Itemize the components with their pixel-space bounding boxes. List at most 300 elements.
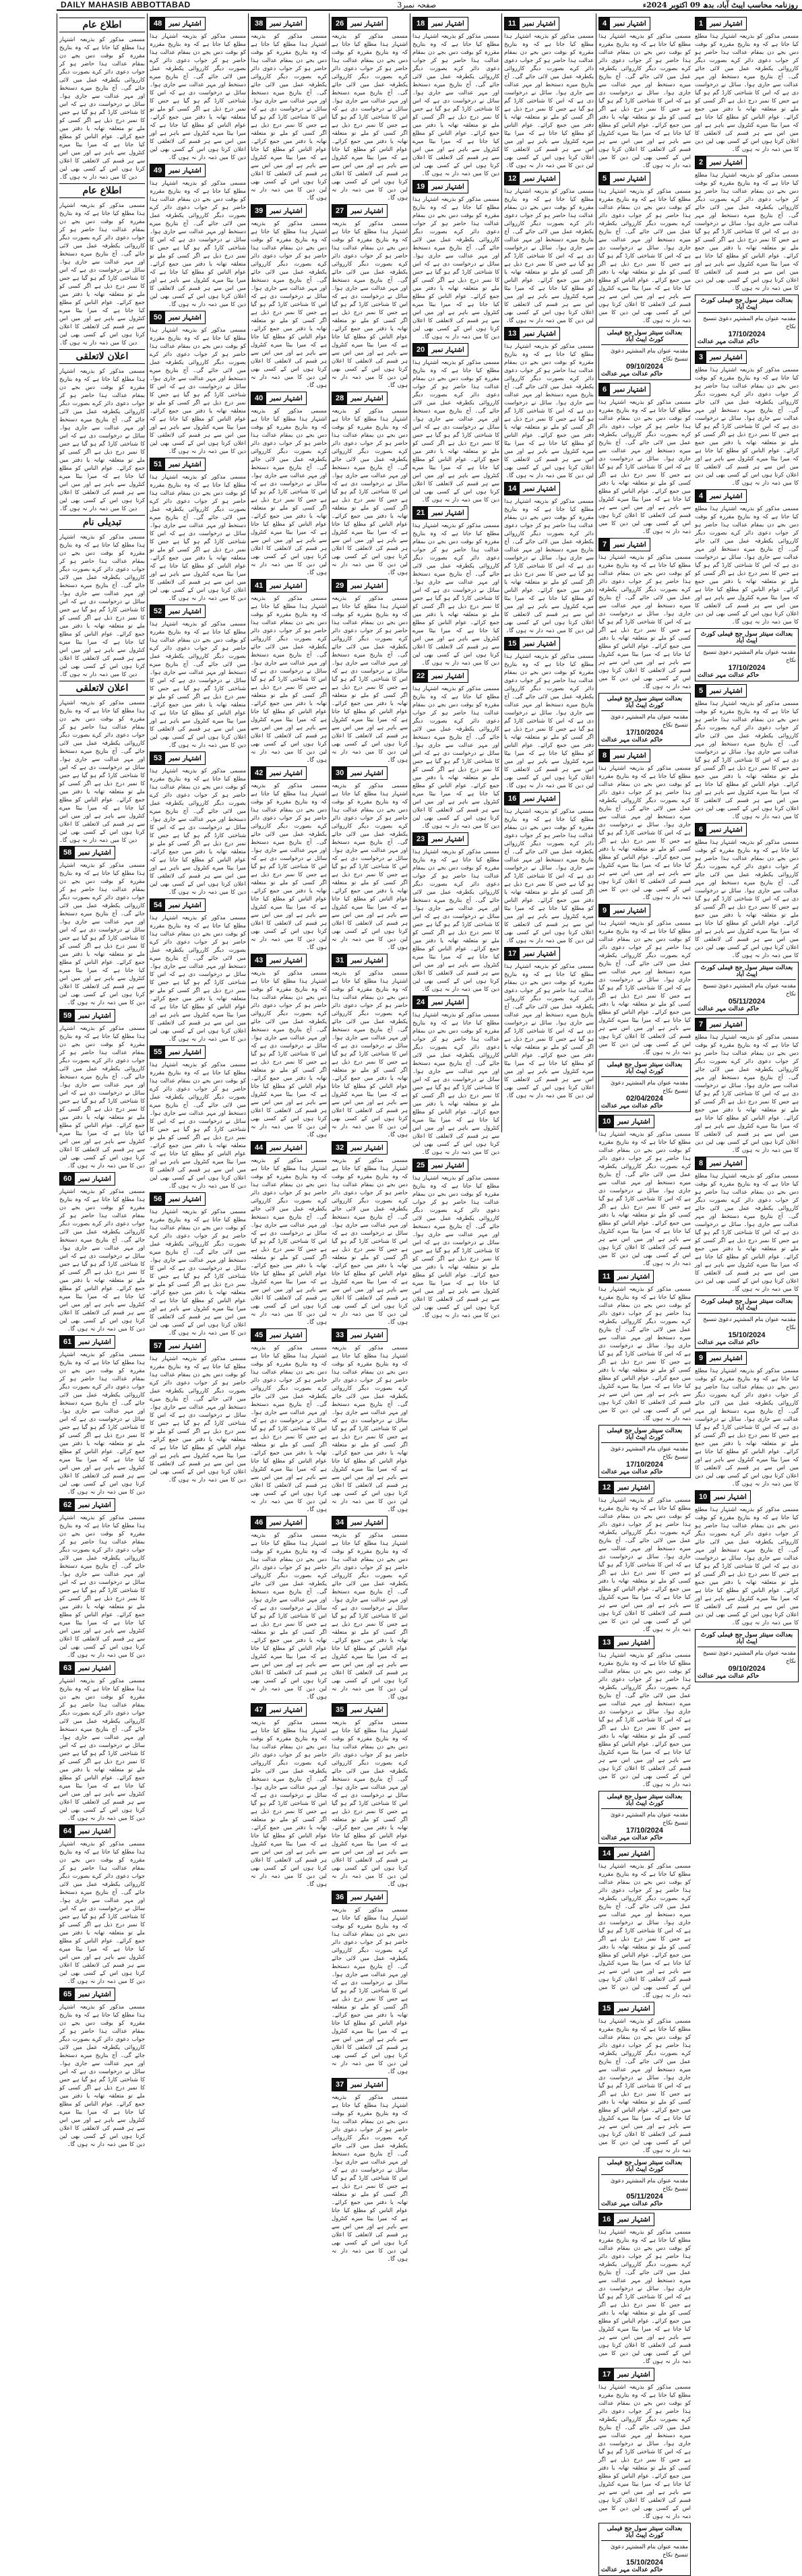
notice-number-tag bbox=[251, 204, 307, 218]
notice-label: اشتہار نمبر bbox=[610, 907, 650, 915]
notice-number-tag bbox=[598, 1481, 654, 1494]
notice-label: اشتہار نمبر bbox=[266, 957, 306, 964]
notice-25 bbox=[412, 1159, 499, 1319]
notice-35 bbox=[332, 1703, 408, 1888]
notice-65 bbox=[59, 1988, 145, 2148]
notice-label: اشتہار نمبر bbox=[610, 752, 650, 760]
notice-number: 14 bbox=[505, 483, 520, 495]
notice-number-tag bbox=[412, 669, 468, 683]
notice-4 bbox=[598, 17, 691, 169]
hearing-date: 15/10/2024 bbox=[625, 2558, 664, 2567]
notice-text: مسمی مذکور کو بذریعہ اشتہار ہذا مطلع کیا جاتا ہے کہ وہ بتاریخ مقررہ کو بوقت دس بجے دن بمقام عدالت ہذا حاضر ہو کر جواب دعوی دائر کرے بصورت دیگر کارروائی یکطرفہ عمل میں لائی جائے گی۔ آج بتاریخ میرے دستخط اور مہر عدالت سے جاری ہوا۔ سائل نے درخواست دی ہے کہ اس کا شناختی کارڈ گم ہو گیا ہے جس کا نمبر درج ذیل ہے اگر کسی کو ملے تو متعلقہ تھانہ یا دفتر میں جمع کرائے۔ عوام الناس کو مطلع کیا جاتا ہے کہ میرا بیٹا میرے کنٹرول سے باہر ہے اور میں اس سے ہر قسم کی لاتعلقی کا اعلان کرتا ہوں اس کے کسی بھی لین دین کا میں ذمہ دار نہ ہوں گا۔ bbox=[598, 553, 691, 689]
notice-number-tag bbox=[59, 1988, 115, 2001]
notice-number: 16 bbox=[505, 793, 520, 805]
notice-17 bbox=[504, 947, 594, 1099]
notice-label: اشتہار نمبر bbox=[165, 167, 205, 175]
notice-label: اشتہار نمبر bbox=[614, 2216, 654, 2224]
notice-text: مسمی مذکور کو بذریعہ اشتہار ہذا مطلع کیا جاتا ہے کہ وہ بتاریخ مقررہ کو بوقت دس بجے دن بمقام عدالت ہذا حاضر ہو کر جواب دعوی دائر کرے بصورت دیگر کارروائی یکطرفہ عمل میں لائی جائے گی۔ آج بتاریخ میرے دستخط اور مہر عدالت سے جاری ہوا۔ سائل نے درخواست دی ہے کہ اس کا شناختی کارڈ گم ہو گیا ہے جس کا نمبر درج ذیل ہے اگر کسی کو ملے تو متعلقہ تھانہ یا دفتر میں جمع کرائے۔ عوام الناس کو مطلع کیا جاتا ہے کہ میرا بیٹا میرے کنٹرول سے باہر ہے اور میں اس سے ہر قسم کی لاتعلقی کا اعلان کرتا ہوں اس کے کسی بھی لین دین کا میں ذمہ دار نہ ہوں گا۔ bbox=[695, 700, 799, 820]
notice-41 bbox=[251, 579, 327, 764]
notice-label: اشتہار نمبر bbox=[706, 20, 746, 28]
hearing-date: 15/10/2024 bbox=[728, 1331, 766, 1339]
notice-number-tag bbox=[504, 947, 560, 960]
court-title: بعدالت سینئر سول جج فیملی کورٹ ایبٹ آباد bbox=[698, 631, 796, 646]
notice-63 bbox=[59, 1661, 145, 1822]
notice-number-tag bbox=[504, 172, 560, 185]
notice-number: 32 bbox=[332, 1142, 347, 1154]
notice-number: 47 bbox=[251, 1704, 266, 1716]
notice-23 bbox=[412, 832, 499, 993]
notice-26 bbox=[332, 17, 408, 202]
notice-number: 44 bbox=[251, 1142, 266, 1154]
notice-number: 56 bbox=[150, 1193, 165, 1205]
notice-number: 53 bbox=[150, 752, 165, 764]
notice-36 bbox=[332, 1891, 408, 2075]
notice-57 bbox=[150, 1339, 246, 1483]
notice-46 bbox=[251, 1516, 327, 1700]
notice-31 bbox=[332, 954, 408, 1138]
notice-number-tag bbox=[412, 506, 468, 520]
notice-number-tag bbox=[150, 311, 206, 324]
notice-text: مسمی مذکور کو بذریعہ اشتہار ہذا مطلع کیا جاتا ہے کہ وہ بتاریخ مقررہ کو بوقت دس بجے دن بمقام عدالت ہذا حاضر ہو کر جواب دعوی دائر کرے بصورت دیگر کارروائی یکطرفہ عمل میں لائی جائے گی۔ آج بتاریخ میرے دستخط اور مہر عدالت سے جاری ہوا۔ سائل نے درخواست دی ہے کہ اس کا شناختی کارڈ گم ہو گیا ہے جس کا نمبر درج ذیل ہے اگر کسی کو ملے تو متعلقہ تھانہ یا دفتر میں جمع کرائے۔ عوام الناس کو مطلع کیا جاتا ہے کہ میرا بیٹا میرے کنٹرول سے باہر ہے اور میں اس سے ہر قسم کی لاتعلقی کا اعلان کرتا ہوں اس کے کسی بھی لین دین کا میں ذمہ دار نہ ہوں گا۔ bbox=[412, 848, 499, 992]
notice-number: 35 bbox=[332, 1704, 347, 1716]
notice-text: مسمی مذکور کو بذریعہ اشتہار ہذا مطلع کیا جاتا ہے کہ وہ بتاریخ مقررہ کو بوقت دس بجے دن بمقام عدالت ہذا حاضر ہو کر جواب دعوی دائر کرے بصورت دیگر کارروائی یکطرفہ عمل میں لائی جائے گی۔ آج بتاریخ میرے دستخط اور مہر عدالت سے جاری ہوا۔ سائل نے درخواست دی ہے کہ اس کا شناختی کارڈ گم ہو گیا ہے جس کا نمبر درج ذیل ہے اگر کسی کو ملے تو متعلقہ تھانہ یا دفتر میں جمع کرائے۔ عوام الناس کو مطلع کیا جاتا ہے کہ میرا بیٹا میرے کنٹرول سے باہر ہے اور میں اس سے ہر قسم کی لاتعلقی کا اعلان کرتا ہوں اس کے کسی بھی لین دین کا میں ذمہ دار نہ ہوں گا۔ bbox=[598, 2017, 691, 2153]
notice-text: مسمی مذکور کو بذریعہ اشتہار ہذا مطلع کیا جاتا ہے کہ وہ بتاریخ مقررہ کو بوقت دس بجے دن بمقام عدالت ہذا حاضر ہو کر جواب دعوی دائر کرے بصورت دیگر کارروائی یکطرفہ عمل میں لائی جائے گی۔ آج بتاریخ میرے دستخط اور مہر عدالت سے جاری ہوا۔ سائل نے درخواست دی ہے کہ اس کا شناختی کارڈ گم ہو گیا ہے جس کا نمبر درج ذیل ہے اگر کسی کو ملے تو متعلقہ تھانہ یا دفتر میں جمع کرائے۔ عوام الناس کو مطلع کیا جاتا ہے کہ میرا بیٹا میرے کنٹرول سے باہر ہے اور میں اس سے ہر قسم کی لاتعلقی کا اعلان کرتا ہوں اس کے کسی بھی لین دین کا میں ذمہ دار نہ ہوں گا۔ bbox=[332, 1157, 408, 1325]
notice-42 bbox=[251, 766, 327, 951]
notice-number: 19 bbox=[413, 181, 428, 193]
notice-text: مسمی مذکور کو بذریعہ اشتہار ہذا مطلع کیا جاتا ہے کہ وہ بتاریخ مقررہ کو بوقت دس بجے دن بمقام عدالت ہذا حاضر ہو کر جواب دعوی دائر کرے بصورت دیگر کارروائی یکطرفہ عمل میں لائی جائے گی۔ آج بتاریخ میرے دستخط اور مہر عدالت سے جاری ہوا۔ سائل نے درخواست دی ہے کہ اس کا شناختی کارڈ گم ہو گیا ہے جس کا نمبر درج ذیل ہے اگر کسی کو ملے تو متعلقہ تھانہ یا دفتر میں جمع کرائے۔ عوام الناس کو مطلع کیا جاتا ہے کہ میرا بیٹا میرے کنٹرول سے باہر ہے اور میں اس سے ہر قسم کی لاتعلقی کا اعلان کرتا ہوں اس کے کسی بھی لین دین کا میں ذمہ دار نہ ہوں گا۔ bbox=[251, 32, 327, 201]
notice-label: اشتہار نمبر bbox=[165, 20, 205, 28]
section-heading: اعلان لاتعلقی bbox=[59, 349, 145, 364]
notice-number: 38 bbox=[251, 18, 266, 30]
court-title: بعدالت سینئر سول جج فیملی کورٹ ایبٹ آباد bbox=[601, 2159, 688, 2175]
notice-52 bbox=[150, 605, 246, 749]
notice-number: 22 bbox=[413, 670, 428, 682]
notice-text: مسمی مذکور کو بذریعہ اشتہار ہذا مطلع کیا جاتا ہے کہ وہ بتاریخ مقررہ کو بوقت دس بجے دن بمقام عدالت ہذا حاضر ہو کر جواب دعوی دائر کرے بصورت دیگر کارروائی یکطرفہ عمل میں لائی جائے گی۔ آج بتاریخ میرے دستخط اور مہر عدالت سے جاری ہوا۔ سائل نے درخواست دی ہے کہ اس کا شناختی کارڈ گم ہو گیا ہے جس کا نمبر درج ذیل ہے اگر کسی کو ملے تو متعلقہ تھانہ یا دفتر میں جمع کرائے۔ عوام الناس کو مطلع کیا جاتا ہے کہ میرا بیٹا میرے کنٹرول سے باہر ہے اور میں اس سے ہر قسم کی لاتعلقی کا اعلان کرتا ہوں اس کے کسی بھی لین دین کا میں ذمہ دار نہ ہوں گا۔ bbox=[59, 202, 145, 346]
court-signature: حاکم عدالت مہر عدالت bbox=[601, 1835, 663, 1841]
notice-number-tag bbox=[59, 846, 115, 859]
notice-62 bbox=[59, 1498, 145, 1659]
notice-label: اشتہار نمبر bbox=[165, 902, 205, 909]
notice-number: 37 bbox=[332, 2079, 347, 2091]
notice-number: 5 bbox=[696, 685, 706, 697]
page-number: صفحہ نمبر3 bbox=[397, 0, 437, 9]
notice-number-tag bbox=[150, 164, 206, 177]
notice-number-tag bbox=[59, 1009, 115, 1022]
notice-number-tag bbox=[695, 684, 747, 698]
notice-text: مسمی مذکور کو بذریعہ اشتہار ہذا مطلع کیا جاتا ہے کہ وہ بتاریخ مقررہ کو بوقت دس بجے دن بمقام عدالت ہذا حاضر ہو کر جواب دعوی دائر کرے بصورت دیگر کارروائی یکطرفہ عمل میں لائی جائے گی۔ آج بتاریخ میرے دستخط اور مہر عدالت سے جاری ہوا۔ سائل نے درخواست دی ہے کہ اس کا شناختی کارڈ گم ہو گیا ہے جس کا نمبر درج ذیل ہے اگر کسی کو ملے تو متعلقہ تھانہ یا دفتر میں جمع کرائے۔ عوام الناس کو مطلع کیا جاتا ہے کہ میرا بیٹا میرے کنٹرول سے باہر ہے اور میں اس سے ہر قسم کی لاتعلقی کا اعلان کرتا ہوں اس کے کسی بھی لین دین کا میں ذمہ دار نہ ہوں گا۔ bbox=[695, 171, 799, 291]
notice-60 bbox=[59, 1172, 145, 1332]
notice-number: 8 bbox=[599, 749, 610, 762]
notice-number: 9 bbox=[599, 904, 610, 917]
notice-number: 15 bbox=[505, 638, 520, 650]
notice-text: مسمی مذکور کو بذریعہ اشتہار ہذا مطلع کیا جاتا ہے کہ وہ بتاریخ مقررہ کو بوقت دس بجے دن بمقام عدالت ہذا حاضر ہو کر جواب دعوی دائر کرے بصورت دیگر کارروائی یکطرفہ عمل میں لائی جائے گی۔ آج بتاریخ میرے دستخط اور مہر عدالت سے جاری ہوا۔ سائل نے درخواست دی ہے کہ اس کا شناختی کارڈ گم ہو گیا ہے جس کا نمبر درج ذیل ہے اگر کسی کو ملے تو متعلقہ تھانہ یا دفتر میں جمع کرائے۔ عوام الناس کو مطلع کیا جاتا ہے کہ میرا بیٹا میرے کنٹرول سے باہر ہے اور میں اس سے ہر قسم کی لاتعلقی کا اعلان کرتا ہوں اس کے کسی بھی لین دین کا میں ذمہ دار نہ ہوں گا۔ bbox=[251, 1157, 327, 1325]
notice-label: اشتہار نمبر bbox=[75, 1175, 115, 1183]
notice-number: 14 bbox=[599, 1847, 614, 1860]
court-title: بعدالت سینئر سول جج فیملی کورٹ ایبٹ آباد bbox=[698, 964, 796, 980]
hearing-date: 02/04/2024 bbox=[625, 1095, 664, 1103]
notice-number: 23 bbox=[413, 833, 428, 845]
case-line: مقدمہ عنوان بنام المشتہر دعویٰ تنسیخ نکاح bbox=[703, 982, 796, 997]
court-signature: حاکم عدالت مہر عدالت bbox=[698, 338, 760, 345]
notice-label: اشتہار نمبر bbox=[165, 461, 205, 468]
notice-text: مسمی مذکور کو بذریعہ اشتہار ہذا مطلع کیا جاتا ہے کہ وہ بتاریخ مقررہ کو بوقت دس بجے دن بمقام عدالت ہذا حاضر ہو کر جواب دعوی دائر کرے بصورت دیگر کارروائی یکطرفہ عمل میں لائی جائے گی۔ آج بتاریخ میرے دستخط اور مہر عدالت سے جاری ہوا۔ سائل نے درخواست دی ہے کہ اس کا شناختی کارڈ گم ہو گیا ہے جس کا نمبر درج ذیل ہے اگر کسی کو ملے تو متعلقہ تھانہ یا دفتر میں جمع کرائے۔ عوام الناس کو مطلع کیا جاتا ہے کہ میرا بیٹا میرے کنٹرول سے باہر ہے اور میں اس سے ہر قسم کی لاتعلقی کا اعلان کرتا ہوں اس کے کسی بھی لین دین کا میں ذمہ دار نہ ہوں گا۔ bbox=[504, 652, 594, 789]
notice-text: مسمی مذکور کو بذریعہ اشتہار ہذا مطلع کیا جاتا ہے کہ وہ بتاریخ مقررہ کو بوقت دس بجے دن بمقام عدالت ہذا حاضر ہو کر جواب دعوی دائر کرے بصورت دیگر کارروائی یکطرفہ عمل میں لائی جائے گی۔ آج بتاریخ میرے دستخط اور مہر عدالت سے جاری ہوا۔ سائل نے درخواست دی ہے کہ اس کا شناختی کارڈ گم ہو گیا ہے جس کا نمبر درج ذیل ہے اگر کسی کو ملے تو متعلقہ تھانہ یا دفتر میں جمع کرائے۔ عوام الناس کو مطلع کیا جاتا ہے کہ میرا بیٹا میرے کنٹرول سے باہر ہے اور میں اس سے ہر قسم کی لاتعلقی کا اعلان کرتا ہوں اس کے کسی بھی لین دین کا میں ذمہ دار نہ ہوں گا۔ bbox=[598, 1651, 691, 1787]
notice-text: مسمی مذکور کو بذریعہ اشتہار ہذا مطلع کیا جاتا ہے کہ وہ بتاریخ مقررہ کو بوقت دس بجے دن بمقام عدالت ہذا حاضر ہو کر جواب دعوی دائر کرے بصورت دیگر کارروائی یکطرفہ عمل میں لائی جائے گی۔ آج بتاریخ میرے دستخط اور مہر عدالت سے جاری ہوا۔ سائل نے درخواست دی ہے کہ اس کا شناختی کارڈ گم ہو گیا ہے جس کا نمبر درج ذیل ہے اگر کسی کو ملے تو متعلقہ تھانہ یا دفتر میں جمع کرائے۔ عوام الناس کو مطلع کیا جاتا ہے کہ میرا بیٹا میرے کنٹرول سے باہر ہے اور میں اس سے ہر قسم کی لاتعلقی کا اعلان کرتا ہوں اس کے کسی بھی لین دین کا میں ذمہ دار نہ ہوں گا۔ bbox=[251, 1344, 327, 1512]
notice-number-tag bbox=[412, 832, 468, 846]
notice-label: اشتہار نمبر bbox=[610, 541, 650, 549]
notice-text: مسمی مذکور کو بذریعہ اشتہار ہذا مطلع کیا جاتا ہے کہ وہ بتاریخ مقررہ کو بوقت دس بجے دن بمقام عدالت ہذا حاضر ہو کر جواب دعوی دائر کرے بصورت دیگر کارروائی یکطرفہ عمل میں لائی جائے گی۔ آج بتاریخ میرے دستخط اور مہر عدالت سے جاری ہوا۔ سائل نے درخواست دی ہے کہ اس کا شناختی کارڈ گم ہو گیا ہے جس کا نمبر درج ذیل ہے اگر کسی کو ملے تو متعلقہ تھانہ یا دفتر میں جمع کرائے۔ عوام الناس کو مطلع کیا جاتا ہے کہ میرا بیٹا میرے کنٹرول سے باہر ہے اور میں اس سے ہر قسم کی لاتعلقی کا اعلان کرتا ہوں اس کے کسی بھی لین دین کا میں ذمہ دار نہ ہوں گا۔ bbox=[504, 32, 594, 168]
notice-number-tag bbox=[150, 458, 206, 471]
notice-text: مسمی مذکور کو بذریعہ اشتہار ہذا مطلع کیا جاتا ہے کہ وہ بتاریخ مقررہ کو بوقت دس بجے دن بمقام عدالت ہذا حاضر ہو کر جواب دعوی دائر کرے بصورت دیگر کارروائی یکطرفہ عمل میں لائی جائے گی۔ آج بتاریخ میرے دستخط اور مہر عدالت سے جاری ہوا۔ سائل نے درخواست دی ہے کہ اس کا شناختی کارڈ گم ہو گیا ہے جس کا نمبر درج ذیل ہے اگر کسی کو ملے تو متعلقہ تھانہ یا دفتر میں جمع کرائے۔ عوام الناس کو مطلع کیا جاتا ہے کہ میرا بیٹا میرے کنٹرول سے باہر ہے اور میں اس سے ہر قسم کی لاتعلقی کا اعلان کرتا ہوں اس کے کسی بھی لین دین کا میں ذمہ دار نہ ہوں گا۔ bbox=[59, 1351, 145, 1495]
masthead bbox=[57, 0, 802, 11]
notice-number: 1 bbox=[696, 18, 706, 30]
case-line: مقدمہ عنوان بنام المشتہر دعویٰ تنسیخ نکاح bbox=[611, 1445, 688, 1460]
notice-number: 4 bbox=[696, 490, 706, 502]
hearing-date: 05/11/2024 bbox=[626, 2192, 663, 2201]
notice-number-tag bbox=[598, 1847, 654, 1860]
notice-label: اشتہار نمبر bbox=[165, 314, 205, 321]
notice-10 bbox=[598, 1115, 691, 1267]
notice-text: مسمی مذکور کو بذریعہ اشتہار ہذا مطلع کیا جاتا ہے کہ وہ بتاریخ مقررہ کو بوقت دس بجے دن بمقام عدالت ہذا حاضر ہو کر جواب دعوی دائر کرے بصورت دیگر کارروائی یکطرفہ عمل میں لائی جائے گی۔ آج بتاریخ میرے دستخط اور مہر عدالت سے جاری ہوا۔ سائل نے درخواست دی ہے کہ اس کا شناختی کارڈ گم ہو گیا ہے جس کا نمبر درج ذیل ہے اگر کسی کو ملے تو متعلقہ تھانہ یا دفتر میں جمع کرائے۔ عوام الناس کو مطلع کیا جاتا ہے کہ میرا بیٹا میرے کنٹرول سے باہر ہے اور میں اس سے ہر قسم کی لاتعلقی کا اعلان کرتا ہوں اس کے کسی بھی لین دین کا میں ذمہ دار نہ ہوں گا۔ bbox=[412, 359, 499, 503]
notice-33 bbox=[332, 1328, 408, 1513]
notice-text: مسمی مذکور کو بذریعہ اشتہار ہذا مطلع کیا جاتا ہے کہ وہ بتاریخ مقررہ کو بوقت دس بجے دن بمقام عدالت ہذا حاضر ہو کر جواب دعوی دائر کرے بصورت دیگر کارروائی یکطرفہ عمل میں لائی جائے گی۔ آج بتاریخ میرے دستخط اور مہر عدالت سے جاری ہوا۔ سائل نے درخواست دی ہے کہ اس کا شناختی کارڈ گم ہو گیا ہے جس کا نمبر درج ذیل ہے اگر کسی کو ملے تو متعلقہ تھانہ یا دفتر میں جمع کرائے۔ عوام الناس کو مطلع کیا جاتا ہے کہ میرا بیٹا میرے کنٹرول سے باہر ہے اور میں اس سے ہر قسم کی لاتعلقی کا اعلان کرتا ہوں اس کے کسی بھی لین دین کا میں ذمہ دار نہ ہوں گا۔ bbox=[695, 1033, 799, 1153]
notice-text: مسمی مذکور کو بذریعہ اشتہار ہذا مطلع کیا جاتا ہے کہ وہ بتاریخ مقررہ کو بوقت دس بجے دن بمقام عدالت ہذا حاضر ہو کر جواب دعوی دائر کرے بصورت دیگر کارروائی یکطرفہ عمل میں لائی جائے گی۔ آج بتاریخ میرے دستخط اور مہر عدالت سے جاری ہوا۔ سائل نے درخواست دی ہے کہ اس کا شناختی کارڈ گم ہو گیا ہے جس کا نمبر درج ذیل ہے اگر کسی کو ملے تو متعلقہ تھانہ یا دفتر میں جمع کرائے۔ عوام الناس کو مطلع کیا جاتا ہے کہ میرا بیٹا میرے کنٹرول سے باہر ہے اور میں اس سے ہر قسم کی لاتعلقی کا اعلان کرتا ہوں اس کے کسی بھی لین دین کا میں ذمہ دار نہ ہوں گا۔ bbox=[59, 861, 145, 1006]
notice-38 bbox=[251, 17, 327, 202]
notice-text: مسمی مذکور کو بذریعہ اشتہار ہذا مطلع کیا جاتا ہے کہ وہ بتاریخ مقررہ کو بوقت دس بجے دن بمقام عدالت ہذا حاضر ہو کر جواب دعوی دائر کرے بصورت دیگر کارروائی یکطرفہ عمل میں لائی جائے گی۔ آج بتاریخ میرے دستخط اور مہر عدالت سے جاری ہوا۔ سائل نے درخواست دی ہے کہ اس کا شناختی کارڈ گم ہو گیا ہے جس کا نمبر درج ذیل ہے اگر کسی کو ملے تو متعلقہ تھانہ یا دفتر میں جمع کرائے۔ عوام الناس کو مطلع کیا جاتا ہے کہ میرا بیٹا میرے کنٹرول سے باہر ہے اور میں اس سے ہر قسم کی لاتعلقی کا اعلان کرتا ہوں اس کے کسی بھی لین دین کا میں ذمہ دار نہ ہوں گا۔ bbox=[59, 699, 145, 843]
notice-label: اشتہار نمبر bbox=[614, 2371, 654, 2379]
court-signature: حاکم عدالت مہر عدالت bbox=[601, 371, 663, 377]
notice-label: اشتہار نمبر bbox=[614, 1118, 654, 1126]
notice-label: اشتہار نمبر bbox=[614, 1639, 654, 1647]
court-notice bbox=[695, 628, 799, 681]
notice-text: مسمی مذکور کو بذریعہ اشتہار ہذا مطلع کیا جاتا ہے کہ وہ بتاریخ مقررہ کو بوقت دس بجے دن بمقام عدالت ہذا حاضر ہو کر جواب دعوی دائر کرے بصورت دیگر کارروائی یکطرفہ عمل میں لائی جائے گی۔ آج بتاریخ میرے دستخط اور مہر عدالت سے جاری ہوا۔ سائل نے درخواست دی ہے کہ اس کا شناختی کارڈ گم ہو گیا ہے جس کا نمبر درج ذیل ہے اگر کسی کو ملے تو متعلقہ تھانہ یا دفتر میں جمع کرائے۔ عوام الناس کو مطلع کیا جاتا ہے کہ میرا بیٹا میرے کنٹرول سے باہر ہے اور میں اس سے ہر قسم کی لاتعلقی کا اعلان کرتا ہوں اس کے کسی بھی لین دین کا میں ذمہ دار نہ ہوں گا۔ bbox=[598, 398, 691, 534]
notice-text: مسمی مذکور کو بذریعہ اشتہار ہذا مطلع کیا جاتا ہے کہ وہ بتاریخ مقررہ کو بوقت دس بجے دن بمقام عدالت ہذا حاضر ہو کر جواب دعوی دائر کرے بصورت دیگر کارروائی یکطرفہ عمل میں لائی جائے گی۔ آج بتاریخ میرے دستخط اور مہر عدالت سے جاری ہوا۔ سائل نے درخواست دی ہے کہ اس کا شناختی کارڈ گم ہو گیا ہے جس کا نمبر درج ذیل ہے اگر کسی کو ملے تو متعلقہ تھانہ یا دفتر میں جمع کرائے۔ عوام الناس کو مطلع کیا جاتا ہے کہ میرا بیٹا میرے کنٹرول سے باہر ہے اور میں اس سے ہر قسم کی لاتعلقی کا اعلان کرتا ہوں اس کے کسی بھی لین دین کا میں ذمہ دار نہ ہوں گا۔ bbox=[150, 179, 246, 307]
hearing-date: 09/10/2024 bbox=[625, 363, 664, 371]
notice-text: مسمی مذکور کو بذریعہ اشتہار ہذا مطلع کیا جاتا ہے کہ وہ بتاریخ مقررہ کو بوقت دس بجے دن بمقام عدالت ہذا حاضر ہو کر جواب دعوی دائر کرے بصورت دیگر کارروائی یکطرفہ عمل میں لائی جائے گی۔ آج بتاریخ میرے دستخط اور مہر عدالت سے جاری ہوا۔ سائل نے درخواست دی ہے کہ اس کا شناختی کارڈ گم ہو گیا ہے جس کا نمبر درج ذیل ہے اگر کسی کو ملے تو متعلقہ تھانہ یا دفتر میں جمع کرائے۔ عوام الناس کو مطلع کیا جاتا ہے کہ میرا بیٹا میرے کنٹرول سے باہر ہے اور میں اس سے ہر قسم کی لاتعلقی کا اعلان کرتا ہوں اس کے کسی بھی لین دین کا میں ذمہ دار نہ ہوں گا۔ bbox=[504, 342, 594, 479]
notice-number: 8 bbox=[696, 1157, 706, 1169]
notice-label: اشتہار نمبر bbox=[165, 755, 205, 762]
notice-number-tag bbox=[150, 1045, 206, 1059]
notice-text: مسمی مذکور کو بذریعہ اشتہار ہذا مطلع کیا جاتا ہے کہ وہ بتاریخ مقررہ کو بوقت دس بجے دن بمقام عدالت ہذا حاضر ہو کر جواب دعوی دائر کرے بصورت دیگر کارروائی یکطرفہ عمل میں لائی جائے گی۔ آج بتاریخ میرے دستخط اور مہر عدالت سے جاری ہوا۔ سائل نے درخواست دی ہے کہ اس کا شناختی کارڈ گم ہو گیا ہے جس کا نمبر درج ذیل ہے اگر کسی کو ملے تو متعلقہ تھانہ یا دفتر میں جمع کرائے۔ عوام الناس کو مطلع کیا جاتا ہے کہ میرا بیٹا میرے کنٹرول سے باہر ہے اور میں اس سے ہر قسم کی لاتعلقی کا اعلان کرتا ہوں اس کے کسی بھی لین دین کا میں ذمہ دار نہ ہوں گا۔ bbox=[412, 195, 499, 340]
notice-text: مسمی مذکور کو بذریعہ اشتہار ہذا مطلع کیا جاتا ہے کہ وہ بتاریخ مقررہ کو بوقت دس بجے دن بمقام عدالت ہذا حاضر ہو کر جواب دعوی دائر کرے بصورت دیگر کارروائی یکطرفہ عمل میں لائی جائے گی۔ آج بتاریخ میرے دستخط اور مہر عدالت سے جاری ہوا۔ سائل نے درخواست دی ہے کہ اس کا شناختی کارڈ گم ہو گیا ہے جس کا نمبر درج ذیل ہے اگر کسی کو ملے تو متعلقہ تھانہ یا دفتر میں جمع کرائے۔ عوام الناس کو مطلع کیا جاتا ہے کہ میرا بیٹا میرے کنٹرول سے باہر ہے اور میں اس سے ہر قسم کی لاتعلقی کا اعلان کرتا ہوں اس کے کسی بھی لین دین کا میں ذمہ دار نہ ہوں گا۔ bbox=[59, 36, 145, 180]
notice-text: مسمی مذکور کو بذریعہ اشتہار ہذا مطلع کیا جاتا ہے کہ وہ بتاریخ مقررہ کو بوقت دس بجے دن بمقام عدالت ہذا حاضر ہو کر جواب دعوی دائر کرے بصورت دیگر کارروائی یکطرفہ عمل میں لائی جائے گی۔ آج بتاریخ میرے دستخط اور مہر عدالت سے جاری ہوا۔ سائل نے درخواست دی ہے کہ اس کا شناختی کارڈ گم ہو گیا ہے جس کا نمبر درج ذیل ہے اگر کسی کو ملے تو متعلقہ تھانہ یا دفتر میں جمع کرائے۔ عوام الناس کو مطلع کیا جاتا ہے کہ میرا بیٹا میرے کنٹرول سے باہر ہے اور میں اس سے ہر قسم کی لاتعلقی کا اعلان کرتا ہوں اس کے کسی بھی لین دین کا میں ذمہ دار نہ ہوں گا۔ bbox=[150, 473, 246, 601]
notice-text: مسمی مذکور کو بذریعہ اشتہار ہذا مطلع کیا جاتا ہے کہ وہ بتاریخ مقررہ کو بوقت دس بجے دن بمقام عدالت ہذا حاضر ہو کر جواب دعوی دائر کرے بصورت دیگر کارروائی یکطرفہ عمل میں لائی جائے گی۔ آج بتاریخ میرے دستخط اور مہر عدالت سے جاری ہوا۔ سائل نے درخواست دی ہے کہ اس کا شناختی کارڈ گم ہو گیا ہے جس کا نمبر درج ذیل ہے اگر کسی کو ملے تو متعلقہ تھانہ یا دفتر میں جمع کرائے۔ عوام الناس کو مطلع کیا جاتا ہے کہ میرا بیٹا میرے کنٹرول سے باہر ہے اور میں اس سے ہر قسم کی لاتعلقی کا اعلان کرتا ہوں اس کے کسی بھی لین دین کا میں ذمہ دار نہ ہوں گا۔ bbox=[412, 32, 499, 177]
notice-number-tag bbox=[251, 579, 307, 592]
notice-label: اشتہار نمبر bbox=[266, 582, 306, 590]
section-heading: تبدیلی نام bbox=[59, 515, 145, 530]
notice-number: 54 bbox=[150, 899, 165, 911]
notice-number-tag bbox=[59, 1824, 115, 1838]
notice-label: اشتہار نمبر bbox=[347, 1332, 387, 1339]
notice-number-tag bbox=[150, 605, 206, 618]
notice-number-tag bbox=[695, 1018, 747, 1031]
court-signature: حاکم عدالت مہر عدالت bbox=[601, 2201, 663, 2207]
court-signature: حاکم عدالت مہر عدالت bbox=[698, 1006, 760, 1012]
notice-59 bbox=[59, 1009, 145, 1169]
notice-number-tag bbox=[695, 350, 747, 364]
column-1 bbox=[693, 13, 801, 1680]
case-line: مقدمہ عنوان بنام المشتہر دعویٰ تنسیخ نکاح bbox=[703, 1316, 796, 1330]
notice-number: 12 bbox=[599, 1481, 614, 1494]
column-2 bbox=[596, 13, 693, 2573]
notice-number-tag bbox=[598, 2213, 654, 2226]
notice-number-tag bbox=[150, 752, 206, 765]
notice-number-tag bbox=[504, 17, 559, 30]
notice-9 bbox=[695, 1351, 799, 1488]
newspaper-name: DAILY MAHASIB ABBOTTABAD bbox=[61, 0, 191, 9]
notice-text: مسمی مذکور کو بذریعہ اشتہار ہذا مطلع کیا جاتا ہے کہ وہ بتاریخ مقررہ کو بوقت دس بجے دن بمقام عدالت ہذا حاضر ہو کر جواب دعوی دائر کرے بصورت دیگر کارروائی یکطرفہ عمل میں لائی جائے گی۔ آج بتاریخ میرے دستخط اور مہر عدالت سے جاری ہوا۔ سائل نے درخواست دی ہے کہ اس کا شناختی کارڈ گم ہو گیا ہے جس کا نمبر درج ذیل ہے اگر کسی کو ملے تو متعلقہ تھانہ یا دفتر میں جمع کرائے۔ عوام الناس کو مطلع کیا جاتا ہے کہ میرا بیٹا میرے کنٹرول سے باہر ہے اور میں اس سے ہر قسم کی لاتعلقی کا اعلان کرتا ہوں اس کے کسی بھی لین دین کا میں ذمہ دار نہ ہوں گا۔ bbox=[598, 1130, 691, 1266]
notice-number: 17 bbox=[599, 2368, 614, 2381]
case-line: مقدمہ عنوان بنام المشتہر دعویٰ تنسیخ نکاح bbox=[703, 648, 796, 663]
notice-label: اشتہار نمبر bbox=[706, 1355, 746, 1362]
notice-number-tag bbox=[598, 2002, 654, 2015]
notice-number-tag bbox=[695, 17, 747, 30]
notice-number-tag bbox=[251, 392, 307, 405]
notice-5 bbox=[598, 172, 691, 324]
notice-text: مسمی مذکور کو بذریعہ اشتہار ہذا مطلع کیا جاتا ہے کہ وہ بتاریخ مقررہ کو بوقت دس بجے دن بمقام عدالت ہذا حاضر ہو کر جواب دعوی دائر کرے بصورت دیگر کارروائی یکطرفہ عمل میں لائی جائے گی۔ آج بتاریخ میرے دستخط اور مہر عدالت سے جاری ہوا۔ سائل نے درخواست دی ہے کہ اس کا شناختی کارڈ گم ہو گیا ہے جس کا نمبر درج ذیل ہے اگر کسی کو ملے تو متعلقہ تھانہ یا دفتر میں جمع کرائے۔ عوام الناس کو مطلع کیا جاتا ہے کہ میرا بیٹا میرے کنٹرول سے باہر ہے اور میں اس سے ہر قسم کی لاتعلقی کا اعلان کرتا ہوں اس کے کسی بھی لین دین کا میں ذمہ دار نہ ہوں گا۔ bbox=[695, 838, 799, 958]
notice-number: 28 bbox=[332, 392, 347, 404]
notice-number: 10 bbox=[599, 1115, 614, 1128]
notice-number: 61 bbox=[60, 1336, 75, 1348]
notice-label: اشتہار نمبر bbox=[614, 1850, 654, 1858]
notice-number-tag bbox=[332, 1141, 388, 1155]
notice-label: اشتہار نمبر bbox=[75, 1339, 115, 1346]
notice-number: 64 bbox=[60, 1825, 75, 1837]
court-notice bbox=[598, 1791, 691, 1844]
notice-label: اشتہار نمبر bbox=[706, 826, 746, 834]
notice-number-tag bbox=[332, 392, 388, 405]
notice-16 bbox=[504, 792, 594, 944]
notice-label: اشتہار نمبر bbox=[75, 1991, 115, 1998]
notice-text: مسمی مذکور کو بذریعہ اشتہار ہذا مطلع کیا جاتا ہے کہ وہ بتاریخ مقررہ کو بوقت دس بجے دن بمقام عدالت ہذا حاضر ہو کر جواب دعوی دائر کرے بصورت دیگر کارروائی یکطرفہ عمل میں لائی جائے گی۔ آج بتاریخ میرے دستخط اور مہر عدالت سے جاری ہوا۔ سائل نے درخواست دی ہے کہ اس کا شناختی کارڈ گم ہو گیا ہے جس کا نمبر درج ذیل ہے اگر کسی کو ملے تو متعلقہ تھانہ یا دفتر میں جمع کرائے۔ عوام الناس کو مطلع کیا جاتا ہے کہ میرا بیٹا میرے کنٹرول سے باہر ہے اور میں اس سے ہر قسم کی لاتعلقی کا اعلان کرتا ہوں اس کے کسی بھی لین دین کا میں ذمہ دار نہ ہوں گا۔ bbox=[150, 32, 246, 160]
notice-text: مسمی مذکور کو بذریعہ اشتہار ہذا مطلع کیا جاتا ہے کہ وہ بتاریخ مقررہ کو بوقت دس بجے دن بمقام عدالت ہذا حاضر ہو کر جواب دعوی دائر کرے بصورت دیگر کارروائی یکطرفہ عمل میں لائی جائے گی۔ آج بتاریخ میرے دستخط اور مہر عدالت سے جاری ہوا۔ سائل نے درخواست دی ہے کہ اس کا شناختی کارڈ گم ہو گیا ہے جس کا نمبر درج ذیل ہے اگر کسی کو ملے تو متعلقہ تھانہ یا دفتر میں جمع کرائے۔ عوام الناس کو مطلع کیا جاتا ہے کہ میرا بیٹا میرے کنٹرول سے باہر ہے اور میں اس سے ہر قسم کی لاتعلقی کا اعلان کرتا ہوں اس کے کسی بھی لین دین کا میں ذمہ دار نہ ہوں گا۔ bbox=[504, 187, 594, 324]
notice-text: مسمی مذکور کو بذریعہ اشتہار ہذا مطلع کیا جاتا ہے کہ وہ بتاریخ مقررہ کو بوقت دس بجے دن بمقام عدالت ہذا حاضر ہو کر جواب دعوی دائر کرے بصورت دیگر کارروائی یکطرفہ عمل میں لائی جائے گی۔ آج بتاریخ میرے دستخط اور مہر عدالت سے جاری ہوا۔ سائل نے درخواست دی ہے کہ اس کا شناختی کارڈ گم ہو گیا ہے جس کا نمبر درج ذیل ہے اگر کسی کو ملے تو متعلقہ تھانہ یا دفتر میں جمع کرائے۔ عوام الناس کو مطلع کیا جاتا ہے کہ میرا بیٹا میرے کنٹرول سے باہر ہے اور میں اس سے ہر قسم کی لاتعلقی کا اعلان کرتا ہوں اس کے کسی بھی لین دین کا میں ذمہ دار نہ ہوں گا۔ bbox=[412, 522, 499, 666]
notice-58 bbox=[59, 846, 145, 1006]
notice-number: 9 bbox=[696, 1352, 706, 1364]
notice-number-tag bbox=[150, 1339, 206, 1353]
notice-text: مسمی مذکور کو بذریعہ اشتہار ہذا مطلع کیا جاتا ہے کہ وہ بتاریخ مقررہ کو بوقت دس بجے دن بمقام عدالت ہذا حاضر ہو کر جواب دعوی دائر کرے بصورت دیگر کارروائی یکطرفہ عمل میں لائی جائے گی۔ آج بتاریخ میرے دستخط اور مہر عدالت سے جاری ہوا۔ سائل نے درخواست دی ہے کہ اس کا شناختی کارڈ گم ہو گیا ہے جس کا نمبر درج ذیل ہے اگر کسی کو ملے تو متعلقہ تھانہ یا دفتر میں جمع کرائے۔ عوام الناس کو مطلع کیا جاتا ہے کہ میرا بیٹا میرے کنٹرول سے باہر ہے اور میں اس سے ہر قسم کی لاتعلقی کا اعلان کرتا ہوں اس کے کسی بھی لین دین کا میں ذمہ دار نہ ہوں گا۔ bbox=[598, 919, 691, 1055]
notice-1 bbox=[695, 17, 799, 153]
notice-number: 57 bbox=[150, 1340, 165, 1352]
notice-label: اشتہار نمبر bbox=[520, 330, 559, 338]
notice-61 bbox=[59, 1335, 145, 1496]
notice-text: مسمی مذکور کو بذریعہ اشتہار ہذا مطلع کیا جاتا ہے کہ وہ بتاریخ مقررہ کو بوقت دس بجے دن بمقام عدالت ہذا حاضر ہو کر جواب دعوی دائر کرے بصورت دیگر کارروائی یکطرفہ عمل میں لائی جائے گی۔ آج بتاریخ میرے دستخط اور مہر عدالت سے جاری ہوا۔ سائل نے درخواست دی ہے کہ اس کا شناختی کارڈ گم ہو گیا ہے جس کا نمبر درج ذیل ہے اگر کسی کو ملے تو متعلقہ تھانہ یا دفتر میں جمع کرائے۔ عوام الناس کو مطلع کیا جاتا ہے کہ میرا بیٹا میرے کنٹرول سے باہر ہے اور میں اس سے ہر قسم کی لاتعلقی کا اعلان کرتا ہوں اس کے کسی بھی لین دین کا میں ذمہ دار نہ ہوں گا۔ bbox=[332, 1906, 408, 2075]
notice-39 bbox=[251, 204, 327, 389]
notice-number: 13 bbox=[599, 1636, 614, 1649]
case-line: مقدمہ عنوان بنام المشتہر دعویٰ تنسیخ نکاح bbox=[611, 2177, 688, 2192]
notice-3 bbox=[695, 350, 799, 487]
notice-text: مسمی مذکور کو بذریعہ اشتہار ہذا مطلع کیا جاتا ہے کہ وہ بتاریخ مقررہ کو بوقت دس بجے دن بمقام عدالت ہذا حاضر ہو کر جواب دعوی دائر کرے بصورت دیگر کارروائی یکطرفہ عمل میں لائی جائے گی۔ آج بتاریخ میرے دستخط اور مہر عدالت سے جاری ہوا۔ سائل نے درخواست دی ہے کہ اس کا شناختی کارڈ گم ہو گیا ہے جس کا نمبر درج ذیل ہے اگر کسی کو ملے تو متعلقہ تھانہ یا دفتر میں جمع کرائے۔ عوام الناس کو مطلع کیا جاتا ہے کہ میرا بیٹا میرے کنٹرول سے باہر ہے اور میں اس سے ہر قسم کی لاتعلقی کا اعلان کرتا ہوں اس کے کسی بھی لین دین کا میں ذمہ دار نہ ہوں گا۔ bbox=[150, 914, 246, 1042]
notice-number: 17 bbox=[505, 948, 520, 960]
notice-text: مسمی مذکور کو بذریعہ اشتہار ہذا مطلع کیا جاتا ہے کہ وہ بتاریخ مقررہ کو بوقت دس بجے دن بمقام عدالت ہذا حاضر ہو کر جواب دعوی دائر کرے بصورت دیگر کارروائی یکطرفہ عمل میں لائی جائے گی۔ آج بتاریخ میرے دستخط اور مہر عدالت سے جاری ہوا۔ سائل نے درخواست دی ہے کہ اس کا شناختی کارڈ گم ہو گیا ہے جس کا نمبر درج ذیل ہے اگر کسی کو ملے تو متعلقہ تھانہ یا دفتر میں جمع کرائے۔ عوام الناس کو مطلع کیا جاتا ہے کہ میرا بیٹا میرے کنٹرول سے باہر ہے اور میں اس سے ہر قسم کی لاتعلقی کا اعلان کرتا ہوں اس کے کسی بھی لین دین کا میں ذمہ دار نہ ہوں گا۔ bbox=[251, 782, 327, 950]
notice-text: مسمی مذکور کو بذریعہ اشتہار ہذا مطلع کیا جاتا ہے کہ وہ بتاریخ مقررہ کو بوقت دس بجے دن بمقام عدالت ہذا حاضر ہو کر جواب دعوی دائر کرے بصورت دیگر کارروائی یکطرفہ عمل میں لائی جائے گی۔ آج بتاریخ میرے دستخط اور مہر عدالت سے جاری ہوا۔ سائل نے درخواست دی ہے کہ اس کا شناختی کارڈ گم ہو گیا ہے جس کا نمبر درج ذیل ہے اگر کسی کو ملے تو متعلقہ تھانہ یا دفتر میں جمع کرائے۔ عوام الناس کو مطلع کیا جاتا ہے کہ میرا بیٹا میرے کنٹرول سے باہر ہے اور میں اس سے ہر قسم کی لاتعلقی کا اعلان کرتا ہوں اس کے کسی بھی لین دین کا میں ذمہ دار نہ ہوں گا۔ bbox=[59, 1514, 145, 1658]
notice-number-tag bbox=[598, 1636, 654, 1649]
section-heading: اطلاع عام bbox=[59, 18, 145, 32]
notice-label: اشتہار نمبر bbox=[428, 346, 468, 354]
notice-8 bbox=[598, 749, 691, 901]
hearing-date: 17/10/2024 bbox=[625, 1461, 664, 1469]
notice-number: 49 bbox=[150, 164, 165, 177]
notice-text: مسمی مذکور کو بذریعہ اشتہار ہذا مطلع کیا جاتا ہے کہ وہ بتاریخ مقررہ کو بوقت دس بجے دن بمقام عدالت ہذا حاضر ہو کر جواب دعوی دائر کرے بصورت دیگر کارروائی یکطرفہ عمل میں لائی جائے گی۔ آج بتاریخ میرے دستخط اور مہر عدالت سے جاری ہوا۔ سائل نے درخواست دی ہے کہ اس کا شناختی کارڈ گم ہو گیا ہے جس کا نمبر درج ذیل ہے اگر کسی کو ملے تو متعلقہ تھانہ یا دفتر میں جمع کرائے۔ عوام الناس کو مطلع کیا جاتا ہے کہ میرا بیٹا میرے کنٹرول سے باہر ہے اور میں اس سے ہر قسم کی لاتعلقی کا اعلان کرتا ہوں اس کے کسی بھی لین دین کا میں ذمہ دار نہ ہوں گا۔ bbox=[150, 1061, 246, 1189]
court-signature: حاکم عدالت مہر عدالت bbox=[601, 1103, 663, 1109]
notice-text: مسمی مذکور کو بذریعہ اشتہار ہذا مطلع کیا جاتا ہے کہ وہ بتاریخ مقررہ کو بوقت دس بجے دن بمقام عدالت ہذا حاضر ہو کر جواب دعوی دائر کرے بصورت دیگر کارروائی یکطرفہ عمل میں لائی جائے گی۔ آج بتاریخ میرے دستخط اور مہر عدالت سے جاری ہوا۔ سائل نے درخواست دی ہے کہ اس کا شناختی کارڈ گم ہو گیا ہے جس کا نمبر درج ذیل ہے اگر کسی کو ملے تو متعلقہ تھانہ یا دفتر میں جمع کرائے۔ عوام الناس کو مطلع کیا جاتا ہے کہ میرا بیٹا میرے کنٹرول سے باہر ہے اور میں اس سے ہر قسم کی لاتعلقی کا اعلان کرتا ہوں اس کے کسی بھی لین دین کا میں ذمہ دار نہ ہوں گا۔ bbox=[412, 685, 499, 829]
notice-number: 13 bbox=[505, 328, 520, 340]
column-4 bbox=[410, 13, 501, 1318]
notice-number: 50 bbox=[150, 311, 165, 324]
notice-number: 42 bbox=[251, 767, 266, 779]
notice-55 bbox=[150, 1045, 246, 1190]
notice-19 bbox=[412, 180, 499, 340]
notice-number-tag bbox=[598, 383, 650, 396]
court-notice bbox=[598, 2523, 691, 2576]
court-notice bbox=[695, 295, 799, 348]
notice-number: 27 bbox=[332, 205, 347, 217]
notice-label: اشتہار نمبر bbox=[75, 1828, 115, 1835]
notice-number-tag bbox=[504, 482, 560, 495]
notice-number-tag bbox=[251, 1328, 307, 1342]
notice-number: 18 bbox=[413, 18, 428, 30]
notice-number: 58 bbox=[60, 847, 75, 859]
notice-text: مسمی مذکور کو بذریعہ اشتہار ہذا مطلع کیا جاتا ہے کہ وہ بتاریخ مقررہ کو بوقت دس بجے دن بمقام عدالت ہذا حاضر ہو کر جواب دعوی دائر کرے بصورت دیگر کارروائی یکطرفہ عمل میں لائی جائے گی۔ آج بتاریخ میرے دستخط اور مہر عدالت سے جاری ہوا۔ سائل نے درخواست دی ہے کہ اس کا شناختی کارڈ گم ہو گیا ہے جس کا نمبر درج ذیل ہے اگر کسی کو ملے تو متعلقہ تھانہ یا دفتر میں جمع کرائے۔ عوام الناس کو مطلع کیا جاتا ہے کہ میرا بیٹا میرے کنٹرول سے باہر ہے اور میں اس سے ہر قسم کی لاتعلقی کا اعلان کرتا ہوں اس کے کسی بھی لین دین کا میں ذمہ دار نہ ہوں گا۔ bbox=[251, 407, 327, 576]
notice-11 bbox=[598, 1270, 691, 1422]
court-notice bbox=[598, 327, 691, 380]
notice-number-tag bbox=[332, 204, 388, 218]
notice-number-tag bbox=[598, 1270, 654, 1283]
notice-label: اشتہار نمبر bbox=[266, 395, 306, 402]
court-signature: حاکم عدالت مہر عدالت bbox=[698, 672, 760, 679]
hearing-date: 09/10/2024 bbox=[728, 1665, 766, 1673]
notice-8 bbox=[695, 1157, 799, 1293]
court-notice bbox=[598, 693, 691, 746]
notice-text: مسمی مذکور کو بذریعہ اشتہار ہذا مطلع کیا جاتا ہے کہ وہ بتاریخ مقررہ کو بوقت دس بجے دن بمقام عدالت ہذا حاضر ہو کر جواب دعوی دائر کرے بصورت دیگر کارروائی یکطرفہ عمل میں لائی جائے گی۔ آج بتاریخ میرے دستخط اور مہر عدالت سے جاری ہوا۔ سائل نے درخواست دی ہے کہ اس کا شناختی کارڈ گم ہو گیا ہے جس کا نمبر درج ذیل ہے اگر کسی کو ملے تو متعلقہ تھانہ یا دفتر میں جمع کرائے۔ عوام الناس کو مطلع کیا جاتا ہے کہ میرا بیٹا میرے کنٹرول سے باہر ہے اور میں اس سے ہر قسم کی لاتعلقی کا اعلان کرتا ہوں اس کے کسی بھی لین دین کا میں ذمہ دار نہ ہوں گا۔ bbox=[251, 1719, 327, 1887]
notice-label: اشتہار نمبر bbox=[706, 1021, 746, 1029]
notice-40 bbox=[251, 392, 327, 576]
court-notice bbox=[695, 1629, 799, 1682]
court-title: بعدالت سینئر سول جج فیملی کورٹ ایبٹ آباد bbox=[601, 1793, 688, 1809]
notice-7 bbox=[598, 538, 691, 690]
notice-13 bbox=[504, 327, 594, 479]
court-notice bbox=[598, 2157, 691, 2210]
column-7 bbox=[147, 13, 248, 1483]
notice-9 bbox=[598, 904, 691, 1056]
notice-6 bbox=[695, 823, 799, 959]
notice-text: مسمی مذکور کو بذریعہ اشتہار ہذا مطلع کیا جاتا ہے کہ وہ بتاریخ مقررہ کو بوقت دس بجے دن بمقام عدالت ہذا حاضر ہو کر جواب دعوی دائر کرے بصورت دیگر کارروائی یکطرفہ عمل میں لائی جائے گی۔ آج بتاریخ میرے دستخط اور مہر عدالت سے جاری ہوا۔ سائل نے درخواست دی ہے کہ اس کا شناختی کارڈ گم ہو گیا ہے جس کا نمبر درج ذیل ہے اگر کسی کو ملے تو متعلقہ تھانہ یا دفتر میں جمع کرائے۔ عوام الناس کو مطلع کیا جاتا ہے کہ میرا بیٹا میرے کنٹرول سے باہر ہے اور میں اس سے ہر قسم کی لاتعلقی کا اعلان کرتا ہوں اس کے کسی بھی لین دین کا میں ذمہ دار نہ ہوں گا۔ bbox=[412, 1174, 499, 1318]
notice-text: مسمی مذکور کو بذریعہ اشتہار ہذا مطلع کیا جاتا ہے کہ وہ بتاریخ مقررہ کو بوقت دس بجے دن بمقام عدالت ہذا حاضر ہو کر جواب دعوی دائر کرے بصورت دیگر کارروائی یکطرفہ عمل میں لائی جائے گی۔ آج بتاریخ میرے دستخط اور مہر عدالت سے جاری ہوا۔ سائل نے درخواست دی ہے کہ اس کا شناختی کارڈ گم ہو گیا ہے جس کا نمبر درج ذیل ہے اگر کسی کو ملے تو متعلقہ تھانہ یا دفتر میں جمع کرائے۔ عوام الناس کو مطلع کیا جاتا ہے کہ میرا بیٹا میرے کنٹرول سے باہر ہے اور میں اس سے ہر قسم کی لاتعلقی کا اعلان کرتا ہوں اس کے کسی بھی لین دین کا میں ذمہ دار نہ ہوں گا۔ bbox=[150, 620, 246, 748]
notice-label: اشتہار نمبر bbox=[75, 1665, 115, 1672]
notice-number-tag bbox=[695, 1157, 747, 1170]
notice-text: مسمی مذکور کو بذریعہ اشتہار ہذا مطلع کیا جاتا ہے کہ وہ بتاریخ مقررہ کو بوقت دس بجے دن بمقام عدالت ہذا حاضر ہو کر جواب دعوی دائر کرے بصورت دیگر کارروائی یکطرفہ عمل میں لائی جائے گی۔ آج بتاریخ میرے دستخط اور مہر عدالت سے جاری ہوا۔ سائل نے درخواست دی ہے کہ اس کا شناختی کارڈ گم ہو گیا ہے جس کا نمبر درج ذیل ہے اگر کسی کو ملے تو متعلقہ تھانہ یا دفتر میں جمع کرائے۔ عوام الناس کو مطلع کیا جاتا ہے کہ میرا بیٹا میرے کنٹرول سے باہر ہے اور میں اس سے ہر قسم کی لاتعلقی کا اعلان کرتا ہوں اس کے کسی بھی لین دین کا میں ذمہ دار نہ ہوں گا۔ bbox=[59, 1188, 145, 1332]
notice-label: اشتہار نمبر bbox=[266, 20, 306, 28]
notice-text: مسمی مذکور کو بذریعہ اشتہار ہذا مطلع کیا جاتا ہے کہ وہ بتاریخ مقررہ کو بوقت دس بجے دن بمقام عدالت ہذا حاضر ہو کر جواب دعوی دائر کرے بصورت دیگر کارروائی یکطرفہ عمل میں لائی جائے گی۔ آج بتاریخ میرے دستخط اور مہر عدالت سے جاری ہوا۔ سائل نے درخواست دی ہے کہ اس کا شناختی کارڈ گم ہو گیا ہے جس کا نمبر درج ذیل ہے اگر کسی کو ملے تو متعلقہ تھانہ یا دفتر میں جمع کرائے۔ عوام الناس کو مطلع کیا جاتا ہے کہ میرا بیٹا میرے کنٹرول سے باہر ہے اور میں اس سے ہر قسم کی لاتعلقی کا اعلان کرتا ہوں اس کے کسی بھی لین دین کا میں ذمہ دار نہ ہوں گا۔ bbox=[150, 1208, 246, 1336]
notice-label: اشتہار نمبر bbox=[610, 386, 650, 394]
column-3 bbox=[501, 13, 596, 1132]
notice-50 bbox=[150, 311, 246, 455]
notice-text: مسمی مذکور کو بذریعہ اشتہار ہذا مطلع کیا جاتا ہے کہ وہ بتاریخ مقررہ کو بوقت دس بجے دن بمقام عدالت ہذا حاضر ہو کر جواب دعوی دائر کرے بصورت دیگر کارروائی یکطرفہ عمل میں لائی جائے گی۔ آج بتاریخ میرے دستخط اور مہر عدالت سے جاری ہوا۔ سائل نے درخواست دی ہے کہ اس کا شناختی کارڈ گم ہو گیا ہے جس کا نمبر درج ذیل ہے اگر کسی کو ملے تو متعلقہ تھانہ یا دفتر میں جمع کرائے۔ عوام الناس کو مطلع کیا جاتا ہے کہ میرا بیٹا میرے کنٹرول سے باہر ہے اور میں اس سے ہر قسم کی لاتعلقی کا اعلان کرتا ہوں اس کے کسی بھی لین دین کا میں ذمہ دار نہ ہوں گا۔ bbox=[695, 1506, 799, 1626]
notice-number-tag bbox=[598, 2368, 654, 2381]
notice-number: 63 bbox=[60, 1662, 75, 1674]
court-signature: حاکم عدالت مہر عدالت bbox=[698, 1339, 760, 1346]
column-5 bbox=[329, 13, 410, 2262]
notice-64 bbox=[59, 1824, 145, 1985]
notice-text: مسمی مذکور کو بذریعہ اشتہار ہذا مطلع کیا جاتا ہے کہ وہ بتاریخ مقررہ کو بوقت دس بجے دن بمقام عدالت ہذا حاضر ہو کر جواب دعوی دائر کرے بصورت دیگر کارروائی یکطرفہ عمل میں لائی جائے گی۔ آج بتاریخ میرے دستخط اور مہر عدالت سے جاری ہوا۔ سائل نے درخواست دی ہے کہ اس کا شناختی کارڈ گم ہو گیا ہے جس کا نمبر درج ذیل ہے اگر کسی کو ملے تو متعلقہ تھانہ یا دفتر میں جمع کرائے۔ عوام الناس کو مطلع کیا جاتا ہے کہ میرا بیٹا میرے کنٹرول سے باہر ہے اور میں اس سے ہر قسم کی لاتعلقی کا اعلان کرتا ہوں اس کے کسی بھی لین دین کا میں ذمہ دار نہ ہوں گا۔ bbox=[598, 1496, 691, 1632]
hearing-date: 17/10/2024 bbox=[625, 729, 664, 737]
notice-24 bbox=[412, 995, 499, 1156]
court-title: بعدالت سینئر سول جج فیملی کورٹ ایبٹ آباد bbox=[698, 297, 796, 313]
notice-text: مسمی مذکور کو بذریعہ اشتہار ہذا مطلع کیا جاتا ہے کہ وہ بتاریخ مقررہ کو بوقت دس بجے دن بمقام عدالت ہذا حاضر ہو کر جواب دعوی دائر کرے بصورت دیگر کارروائی یکطرفہ عمل میں لائی جائے گی۔ آج بتاریخ میرے دستخط اور مہر عدالت سے جاری ہوا۔ سائل نے درخواست دی ہے کہ اس کا شناختی کارڈ گم ہو گیا ہے جس کا نمبر درج ذیل ہے اگر کسی کو ملے تو متعلقہ تھانہ یا دفتر میں جمع کرائے۔ عوام الناس کو مطلع کیا جاتا ہے کہ میرا بیٹا میرے کنٹرول سے باہر ہے اور میں اس سے ہر قسم کی لاتعلقی کا اعلان کرتا ہوں اس کے کسی بھی لین دین کا میں ذمہ دار نہ ہوں گا۔ bbox=[59, 367, 145, 512]
notice-label: اشتہار نمبر bbox=[520, 485, 559, 493]
notice-6 bbox=[598, 383, 691, 535]
notice-label: اشتہار نمبر bbox=[266, 1144, 306, 1152]
notice-number-tag bbox=[251, 1703, 307, 1717]
notice-number: 7 bbox=[599, 539, 610, 551]
section-heading: اطلاع عام bbox=[59, 183, 145, 198]
notice-text: مسمی مذکور کو بذریعہ اشتہار ہذا مطلع کیا جاتا ہے کہ وہ بتاریخ مقررہ کو بوقت دس بجے دن بمقام عدالت ہذا حاضر ہو کر جواب دعوی دائر کرے بصورت دیگر کارروائی یکطرفہ عمل میں لائی جائے گی۔ آج بتاریخ میرے دستخط اور مہر عدالت سے جاری ہوا۔ سائل نے درخواست دی ہے کہ اس کا شناختی کارڈ گم ہو گیا ہے جس کا نمبر درج ذیل ہے اگر کسی کو ملے تو متعلقہ تھانہ یا دفتر میں جمع کرائے۔ عوام الناس کو مطلع کیا جاتا ہے کہ میرا بیٹا میرے کنٹرول سے باہر ہے اور میں اس سے ہر قسم کی لاتعلقی کا اعلان کرتا ہوں اس کے کسی بھی لین دین کا میں ذمہ دار نہ ہوں گا۔ bbox=[150, 767, 246, 895]
notice-number-tag bbox=[251, 954, 307, 967]
notice-number: 41 bbox=[251, 580, 266, 592]
notice-label: اشتہار نمبر bbox=[347, 957, 387, 964]
notice-text: مسمی مذکور کو بذریعہ اشتہار ہذا مطلع کیا جاتا ہے کہ وہ بتاریخ مقررہ کو بوقت دس بجے دن بمقام عدالت ہذا حاضر ہو کر جواب دعوی دائر کرے بصورت دیگر کارروائی یکطرفہ عمل میں لائی جائے گی۔ آج بتاریخ میرے دستخط اور مہر عدالت سے جاری ہوا۔ سائل نے درخواست دی ہے کہ اس کا شناختی کارڈ گم ہو گیا ہے جس کا نمبر درج ذیل ہے اگر کسی کو ملے تو متعلقہ تھانہ یا دفتر میں جمع کرائے۔ عوام الناس کو مطلع کیا جاتا ہے کہ میرا بیٹا میرے کنٹرول سے باہر ہے اور میں اس سے ہر قسم کی لاتعلقی کا اعلان کرتا ہوں اس کے کسی بھی لین دین کا میں ذمہ دار نہ ہوں گا۔ bbox=[251, 1531, 327, 1700]
notice-5 bbox=[695, 684, 799, 820]
notice-label: اشتہار نمبر bbox=[165, 1049, 205, 1056]
notice-49 bbox=[150, 164, 246, 308]
case-line: مقدمہ عنوان بنام المشتہر دعویٰ تنسیخ نکاح bbox=[611, 1811, 688, 1826]
notice-text: مسمی مذکور کو بذریعہ اشتہار ہذا مطلع کیا جاتا ہے کہ وہ بتاریخ مقررہ کو بوقت دس بجے دن بمقام عدالت ہذا حاضر ہو کر جواب دعوی دائر کرے بصورت دیگر کارروائی یکطرفہ عمل میں لائی جائے گی۔ آج بتاریخ میرے دستخط اور مہر عدالت سے جاری ہوا۔ سائل نے درخواست دی ہے کہ اس کا شناختی کارڈ گم ہو گیا ہے جس کا نمبر درج ذیل ہے اگر کسی کو ملے تو متعلقہ تھانہ یا دفتر میں جمع کرائے۔ عوام الناس کو مطلع کیا جاتا ہے کہ میرا بیٹا میرے کنٹرول سے باہر ہے اور میں اس سے ہر قسم کی لاتعلقی کا اعلان کرتا ہوں اس کے کسی بھی لین دین کا میں ذمہ دار نہ ہوں گا۔ bbox=[332, 220, 408, 388]
notice-number-tag bbox=[598, 172, 650, 185]
notice-label: اشتہار نمبر bbox=[347, 2081, 387, 2089]
court-title: بعدالت سینئر سول جج فیملی کورٹ ایبٹ آباد bbox=[601, 330, 688, 345]
notice-number-tag bbox=[504, 637, 560, 650]
notice-label: اشتہار نمبر bbox=[347, 1519, 387, 1527]
notice-12 bbox=[504, 172, 594, 324]
notice-number: 6 bbox=[599, 384, 610, 396]
court-notice bbox=[695, 962, 799, 1015]
notice-number: 2 bbox=[696, 156, 706, 168]
notice-text: مسمی مذکور کو بذریعہ اشتہار ہذا مطلع کیا جاتا ہے کہ وہ بتاریخ مقررہ کو بوقت دس بجے دن بمقام عدالت ہذا حاضر ہو کر جواب دعوی دائر کرے بصورت دیگر کارروائی یکطرفہ عمل میں لائی جائے گی۔ آج بتاریخ میرے دستخط اور مہر عدالت سے جاری ہوا۔ سائل نے درخواست دی ہے کہ اس کا شناختی کارڈ گم ہو گیا ہے جس کا نمبر درج ذیل ہے اگر کسی کو ملے تو متعلقہ تھانہ یا دفتر میں جمع کرائے۔ عوام الناس کو مطلع کیا جاتا ہے کہ میرا بیٹا میرے کنٹرول سے باہر ہے اور میں اس سے ہر قسم کی لاتعلقی کا اعلان کرتا ہوں اس کے کسی بھی لین دین کا میں ذمہ دار نہ ہوں گا۔ bbox=[150, 1355, 246, 1483]
notice-number-tag bbox=[412, 17, 468, 30]
notice-text: مسمی مذکور کو بذریعہ اشتہار ہذا مطلع کیا جاتا ہے کہ وہ بتاریخ مقررہ کو بوقت دس بجے دن بمقام عدالت ہذا حاضر ہو کر جواب دعوی دائر کرے بصورت دیگر کارروائی یکطرفہ عمل میں لائی جائے گی۔ آج بتاریخ میرے دستخط اور مہر عدالت سے جاری ہوا۔ سائل نے درخواست دی ہے کہ اس کا شناختی کارڈ گم ہو گیا ہے جس کا نمبر درج ذیل ہے اگر کسی کو ملے تو متعلقہ تھانہ یا دفتر میں جمع کرائے۔ عوام الناس کو مطلع کیا جاتا ہے کہ میرا بیٹا میرے کنٹرول سے باہر ہے اور میں اس سے ہر قسم کی لاتعلقی کا اعلان کرتا ہوں اس کے کسی بھی لین دین کا میں ذمہ دار نہ ہوں گا۔ bbox=[251, 969, 327, 1138]
notice-number-tag bbox=[59, 1335, 115, 1349]
notice-label: اشتہار نمبر bbox=[428, 836, 468, 843]
notice-text: مسمی مذکور کو بذریعہ اشتہار ہذا مطلع کیا جاتا ہے کہ وہ بتاریخ مقررہ کو بوقت دس بجے دن بمقام عدالت ہذا حاضر ہو کر جواب دعوی دائر کرے بصورت دیگر کارروائی یکطرفہ عمل میں لائی جائے گی۔ آج بتاریخ میرے دستخط اور مہر عدالت سے جاری ہوا۔ سائل نے درخواست دی ہے کہ اس کا شناختی کارڈ گم ہو گیا ہے جس کا نمبر درج ذیل ہے اگر کسی کو ملے تو متعلقہ تھانہ یا دفتر میں جمع کرائے۔ عوام الناس کو مطلع کیا جاتا ہے کہ میرا بیٹا میرے کنٹرول سے باہر ہے اور میں اس سے ہر قسم کی لاتعلقی کا اعلان کرتا ہوں اس کے کسی بھی لین دین کا میں ذمہ دار نہ ہوں گا۔ bbox=[598, 1285, 691, 1421]
case-line: مقدمہ عنوان بنام المشتہر دعویٰ تنسیخ نکاح bbox=[611, 1079, 688, 1094]
notice-14 bbox=[504, 482, 594, 634]
notice-label: اشتہار نمبر bbox=[75, 1502, 115, 1509]
notice-number-tag bbox=[150, 1192, 206, 1206]
notice-text: مسمی مذکور کو بذریعہ اشتہار ہذا مطلع کیا جاتا ہے کہ وہ بتاریخ مقررہ کو بوقت دس بجے دن بمقام عدالت ہذا حاضر ہو کر جواب دعوی دائر کرے بصورت دیگر کارروائی یکطرفہ عمل میں لائی جائے گی۔ آج بتاریخ میرے دستخط اور مہر عدالت سے جاری ہوا۔ سائل نے درخواست دی ہے کہ اس کا شناختی کارڈ گم ہو گیا ہے جس کا نمبر درج ذیل ہے اگر کسی کو ملے تو متعلقہ تھانہ یا دفتر میں جمع کرائے۔ عوام الناس کو مطلع کیا جاتا ہے کہ میرا بیٹا میرے کنٹرول سے باہر ہے اور میں اس سے ہر قسم کی لاتعلقی کا اعلان کرتا ہوں اس کے کسی بھی لین دین کا میں ذمہ دار نہ ہوں گا۔ bbox=[412, 1011, 499, 1155]
court-signature: حاکم عدالت مہر عدالت bbox=[601, 737, 663, 743]
notice-text: مسمی مذکور کو بذریعہ اشتہار ہذا مطلع کیا جاتا ہے کہ وہ بتاریخ مقررہ کو بوقت دس بجے دن بمقام عدالت ہذا حاضر ہو کر جواب دعوی دائر کرے بصورت دیگر کارروائی یکطرفہ عمل میں لائی جائے گی۔ آج بتاریخ میرے دستخط اور مہر عدالت سے جاری ہوا۔ سائل نے درخواست دی ہے کہ اس کا شناختی کارڈ گم ہو گیا ہے جس کا نمبر درج ذیل ہے اگر کسی کو ملے تو متعلقہ تھانہ یا دفتر میں جمع کرائے۔ عوام الناس کو مطلع کیا جاتا ہے کہ میرا بیٹا میرے کنٹرول سے باہر ہے اور میں اس سے ہر قسم کی لاتعلقی کا اعلان کرتا ہوں اس کے کسی بھی لین دین کا میں ذمہ دار نہ ہوں گا۔ bbox=[598, 2228, 691, 2364]
notice-number-tag bbox=[412, 995, 468, 1009]
notice-number-tag bbox=[598, 904, 650, 917]
notice-label: اشتہار نمبر bbox=[75, 849, 115, 857]
notice-number-tag bbox=[251, 17, 307, 30]
court-title: بعدالت سینئر سول جج فیملی کورٹ ایبٹ آباد bbox=[601, 696, 688, 711]
notice-text: مسمی مذکور کو بذریعہ اشتہار ہذا مطلع کیا جاتا ہے کہ وہ بتاریخ مقررہ کو بوقت دس بجے دن بمقام عدالت ہذا حاضر ہو کر جواب دعوی دائر کرے بصورت دیگر کارروائی یکطرفہ عمل میں لائی جائے گی۔ آج بتاریخ میرے دستخط اور مہر عدالت سے جاری ہوا۔ سائل نے درخواست دی ہے کہ اس کا شناختی کارڈ گم ہو گیا ہے جس کا نمبر درج ذیل ہے اگر کسی کو ملے تو متعلقہ تھانہ یا دفتر میں جمع کرائے۔ عوام الناس کو مطلع کیا جاتا ہے کہ میرا بیٹا میرے کنٹرول سے باہر ہے اور میں اس سے ہر قسم کی لاتعلقی کا اعلان کرتا ہوں اس کے کسی بھی لین دین کا میں ذمہ دار نہ ہوں گا۔ bbox=[598, 187, 691, 324]
notice-number: 34 bbox=[332, 1516, 347, 1529]
notice-number-tag bbox=[59, 1172, 115, 1186]
notice-number: 33 bbox=[332, 1329, 347, 1341]
notice-label: اشتہار نمبر bbox=[347, 1707, 387, 1714]
notice-number: 4 bbox=[599, 18, 610, 30]
notice-label: اشتہار نمبر bbox=[165, 1343, 205, 1350]
notice-number-tag bbox=[504, 792, 560, 805]
notice-text: مسمی مذکور کو بذریعہ اشتہار ہذا مطلع کیا جاتا ہے کہ وہ بتاریخ مقررہ کو بوقت دس بجے دن بمقام عدالت ہذا حاضر ہو کر جواب دعوی دائر کرے بصورت دیگر کارروائی یکطرفہ عمل میں لائی جائے گی۔ آج بتاریخ میرے دستخط اور مہر عدالت سے جاری ہوا۔ سائل نے درخواست دی ہے کہ اس کا شناختی کارڈ گم ہو گیا ہے جس کا نمبر درج ذیل ہے اگر کسی کو ملے تو متعلقہ تھانہ یا دفتر میں جمع کرائے۔ عوام الناس کو مطلع کیا جاتا ہے کہ میرا بیٹا میرے کنٹرول سے باہر ہے اور میں اس سے ہر قسم کی لاتعلقی کا اعلان کرتا ہوں اس کے کسی بھی لین دین کا میں ذمہ دار نہ ہوں گا۔ bbox=[695, 1172, 799, 1292]
notice-label: اشتہار نمبر bbox=[706, 1160, 746, 1167]
notice-label: اشتہار نمبر bbox=[75, 1012, 115, 1020]
notice-number: 51 bbox=[150, 458, 165, 470]
hearing-date: 17/10/2024 bbox=[728, 330, 766, 338]
notice-number-tag bbox=[695, 823, 747, 836]
